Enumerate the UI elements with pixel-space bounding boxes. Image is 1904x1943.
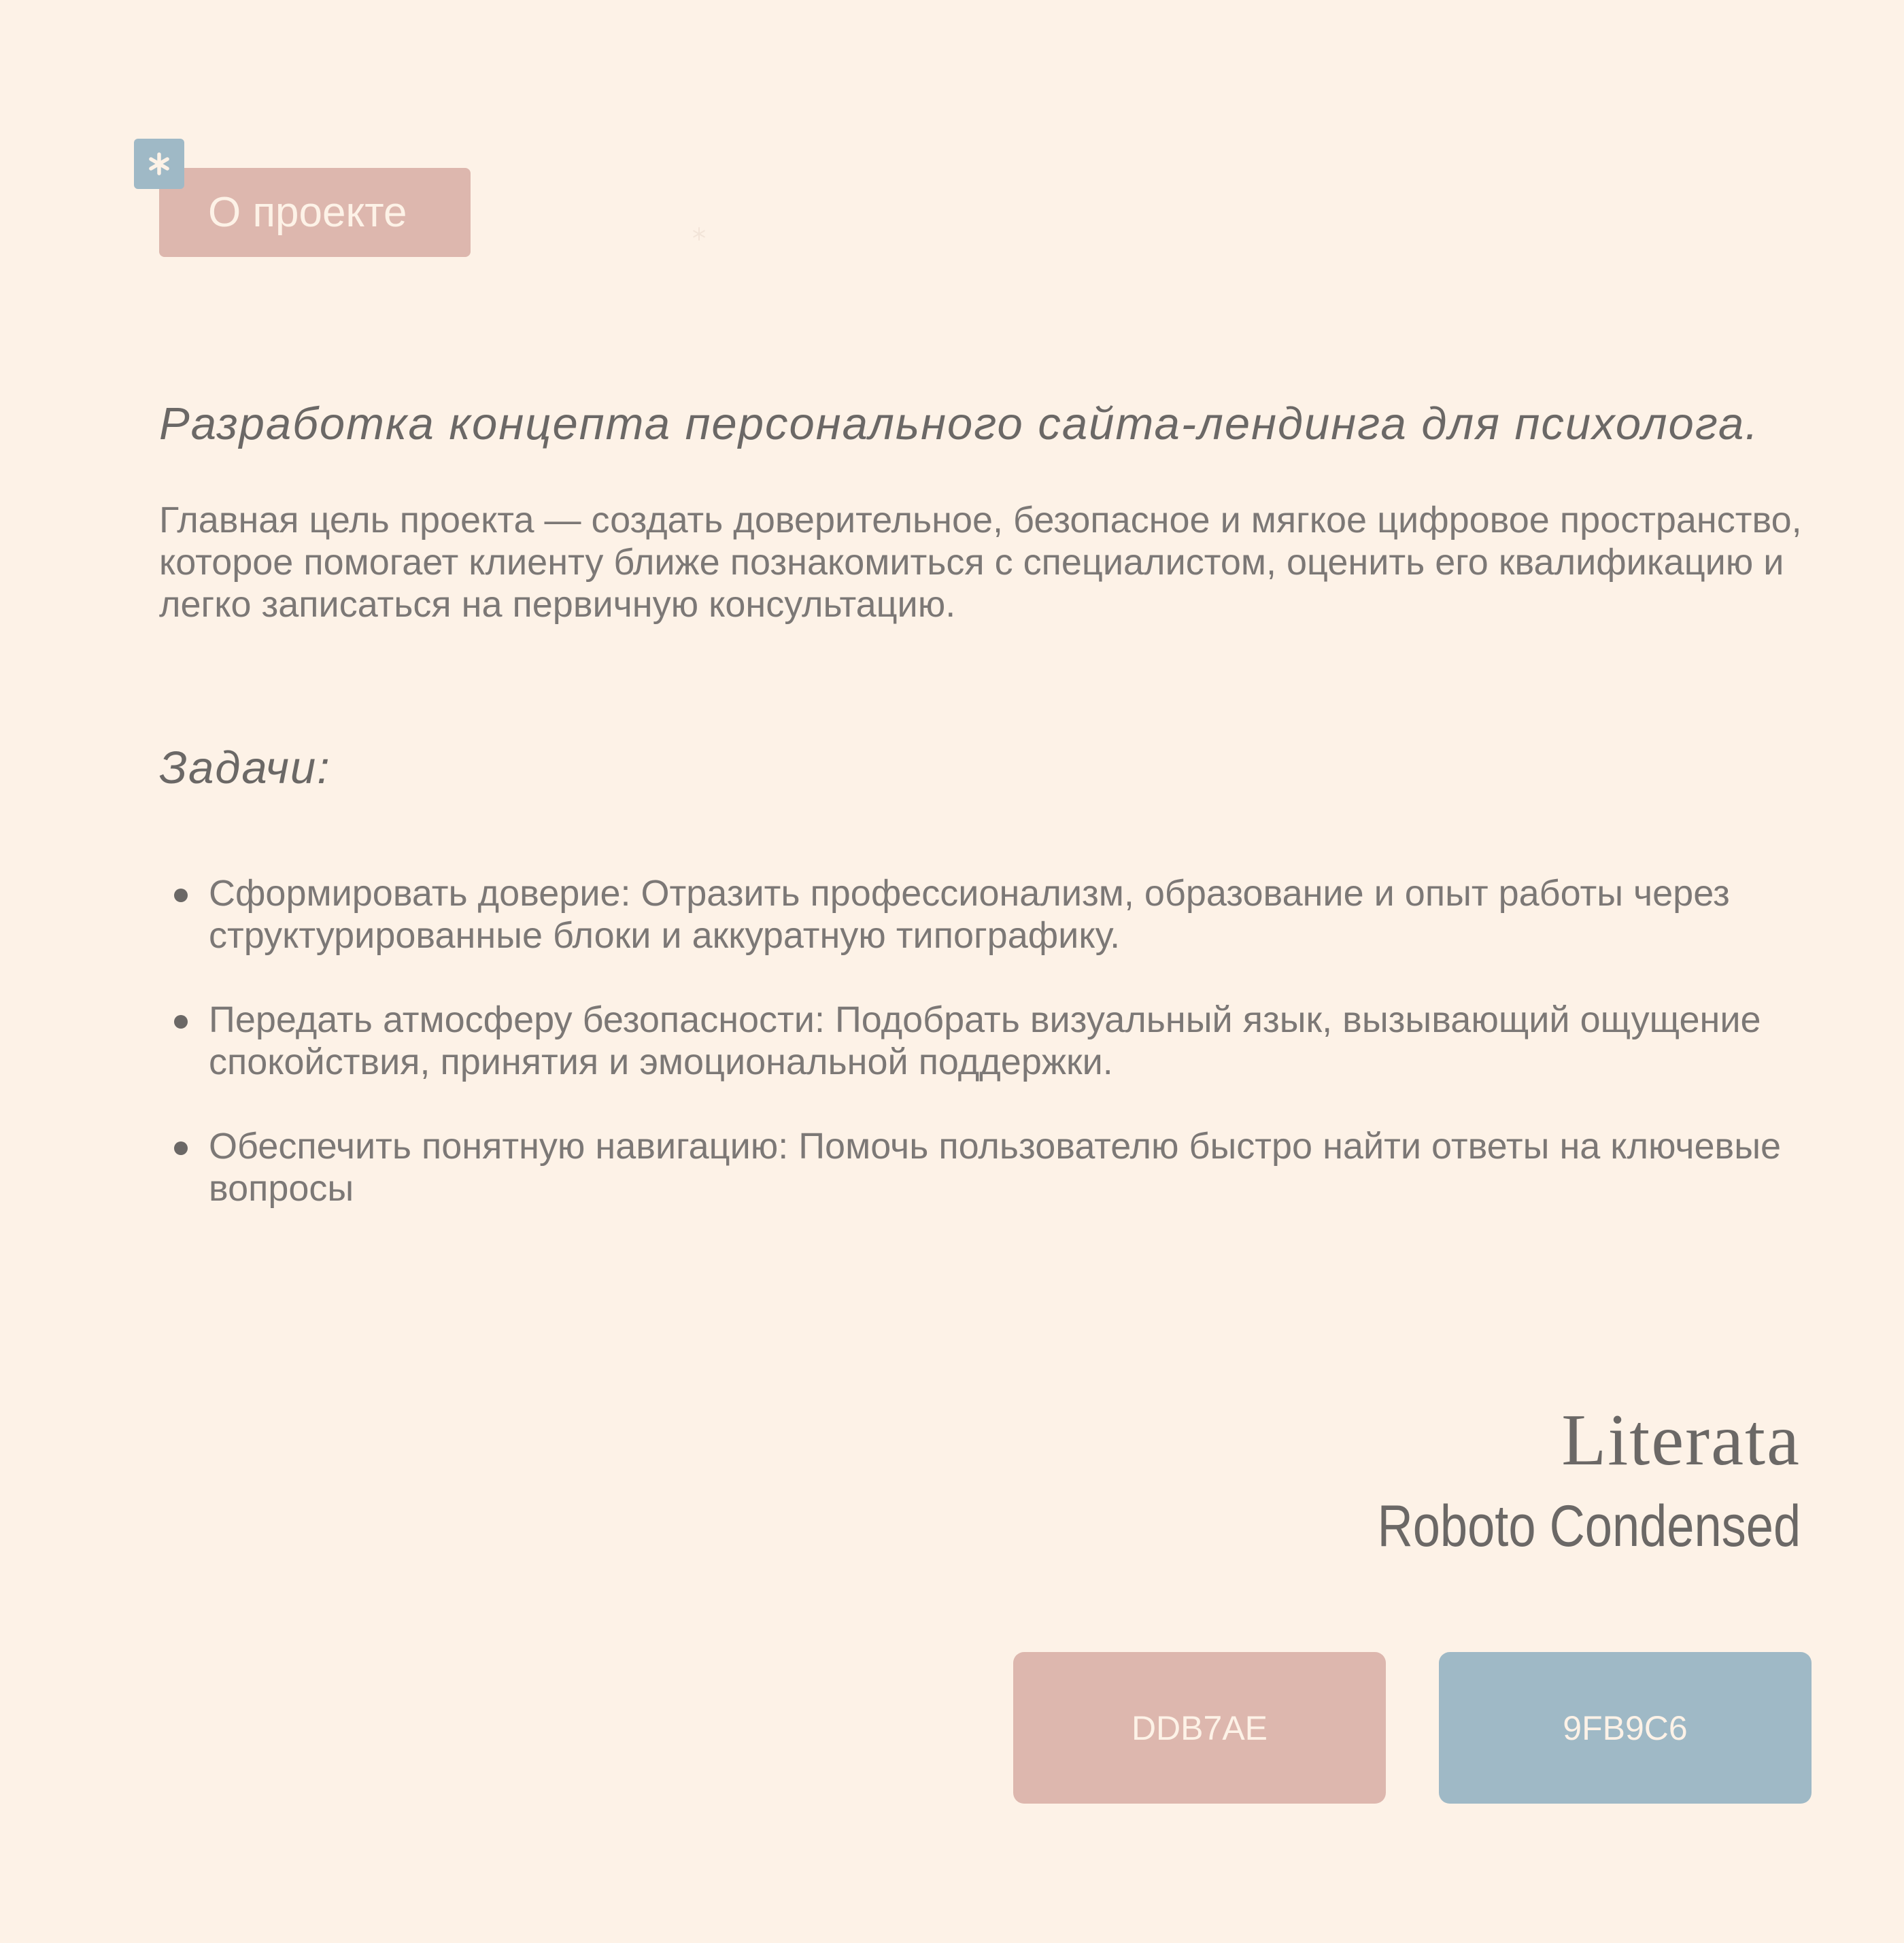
swatch-label: 9FB9C6 (1563, 1708, 1688, 1747)
font-name-heading: Literata (1561, 1400, 1801, 1481)
task-text: Сформировать доверие: Отразить профессионализм, образование и опыт работы через структурированные блоки и аккуратную типографику. (209, 873, 1730, 956)
task-item (159, 999, 1791, 1083)
section-tag-label: О проекте (208, 188, 407, 236)
task-item (159, 872, 1791, 957)
section-tag-about (159, 168, 471, 257)
bullet-icon (174, 1015, 188, 1029)
tasks-list (159, 872, 1791, 1252)
font-name-body: Roboto Condensed (1377, 1494, 1801, 1559)
sparkle-icon (691, 226, 707, 242)
task-text: Передать атмосферу безопасности: Подобрать визуальный язык, вызывающий ощущение спокойствия, принятия и эмоциональной поддержки. (209, 999, 1761, 1082)
project-description: Главная цель проекта — создать доверительное, безопасное и мягкое цифровое пространство, которое помогает клиенту ближе познакомиться с специалистом, оценить его квалификацию и легко записаться на первичную консультацию. (159, 500, 1802, 625)
bullet-icon (174, 889, 188, 902)
color-swatch-blue (1439, 1652, 1812, 1804)
project-title: Разработка концепта персонального сайта-лендинга для психолога. (159, 398, 1759, 449)
task-text: Обеспечить понятную навигацию: Помочь пользователю быстро найти ответы на ключевые вопросы (209, 1126, 1782, 1209)
asterisk-badge (134, 139, 184, 189)
color-swatch-pink (1013, 1652, 1386, 1804)
swatch-label: DDB7AE (1131, 1708, 1268, 1747)
tasks-heading: Задачи: (159, 742, 331, 793)
task-item (159, 1125, 1791, 1209)
bullet-icon (174, 1141, 188, 1155)
asterisk-icon (134, 139, 184, 189)
